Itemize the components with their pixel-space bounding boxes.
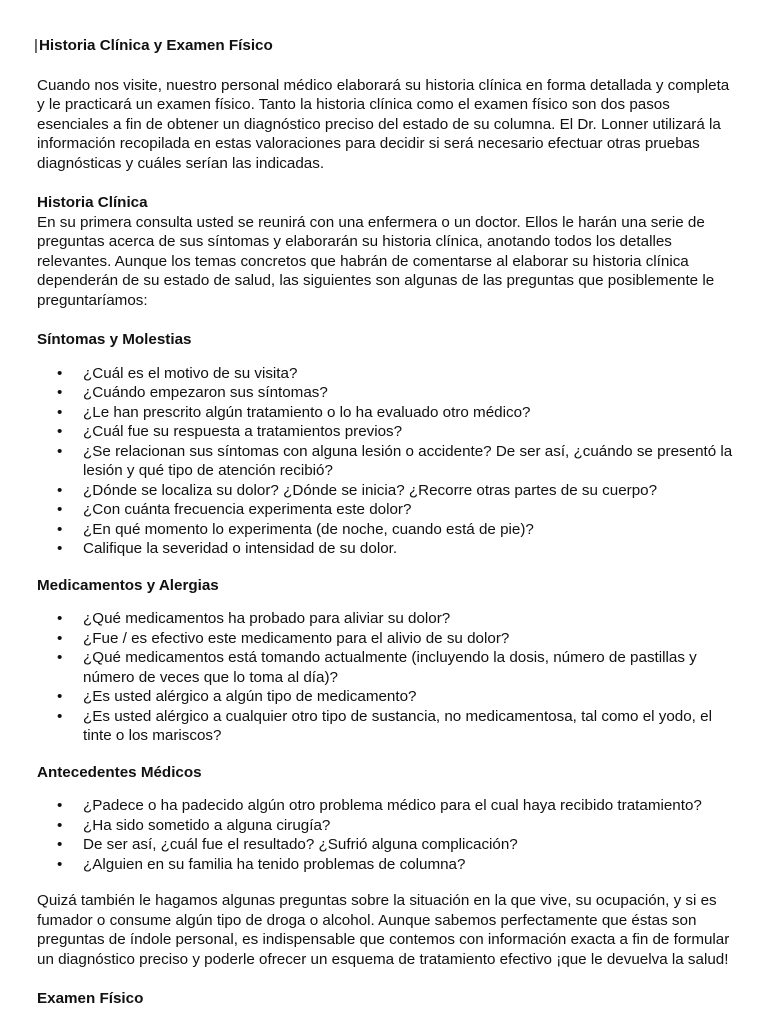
historia-section [37,193,737,310]
list-item: • Califique la severidad o intensidad de su dolor. [37,539,737,559]
list-item: • ¿Se relacionan sus síntomas con alguna lesión o accidente? De ser así, ¿cuándo se presentó la lesión y qué tipo de atención recibió? [37,442,737,481]
list-item: • ¿Qué medicamentos está tomando actualmente (incluyendo la dosis, número de pastillas y número de veces que lo toma al día)? [37,648,737,687]
page-title-text: Historia Clínica y Examen Físico [38,37,273,54]
list-item: • ¿Dónde se localiza su dolor? ¿Dónde se inicia? ¿Recorre otras partes de su cuerpo? [37,481,737,501]
closing-paragraph: Quizá también le hagamos algunas preguntas sobre la situación en la que vive, su ocupación, y si es fumador o consume algún tipo de droga o alcohol. Aunque sabemos perfectamente que éstas son preguntas de índole personal, es indispensable que contemos con información exacta a fin de formular un diagnóstico preciso y poderle ofrecer un esquema de tratamiento efectivo ¡que le devuelva la salud! [37,892,730,968]
list-item: • ¿Cuál es el motivo de su visita? [37,364,737,384]
list-item: • ¿Fue / es efectivo este medicamento para el alivio de su dolor? [37,629,737,649]
list-item: • ¿Le han prescrito algún tratamiento o lo ha evaluado otro médico? [37,403,737,423]
page-title [34,36,737,56]
sintomas-list [37,364,737,559]
antecedentes-section [37,763,737,875]
list-item: • ¿Cuándo empezaron sus síntomas? [37,383,737,403]
text-cursor: | [34,37,38,54]
list-item: • ¿Padece o ha padecido algún otro problema médico para el cual haya recibido tratamiento? [37,796,737,816]
list-item: • ¿Es usted alérgico a cualquier otro tipo de sustancia, no medicamentosa, tal como el yodo, el tinte o los mariscos? [37,707,737,746]
intro-paragraph: Cuando nos visite, nuestro personal médico elaborará su historia clínica en forma detallada y completa y le practicará un examen físico. Tanto la historia clínica como el examen físico son dos pasos esenciales a fin de obtener un diagnóstico preciso del estado de su columna. El Dr. Lonner utilizará la información recopilada en estas valoraciones para decidir si será necesario efectuar otras pruebas diagnósticas y cuáles serían las indicadas. [37,76,730,172]
list-item: • ¿Con cuánta frecuencia experimenta este dolor? [37,500,737,520]
list-item: • ¿Cuál fue su respuesta a tratamientos previos? [37,422,737,442]
list-item: • ¿En qué momento lo experimenta (de noche, cuando está de pie)? [37,520,737,540]
sintomas-section [37,330,737,559]
antecedentes-list [37,796,737,874]
list-item: • ¿Qué medicamentos ha probado para aliviar su dolor? [37,609,737,629]
medicamentos-list [37,609,737,746]
document-page [34,36,737,1009]
medicamentos-heading: Medicamentos y Alergias [37,576,219,594]
list-item: • ¿Ha sido sometido a alguna cirugía? [37,816,737,836]
antecedentes-heading: Antecedentes Médicos [37,763,202,781]
examen-heading: Examen Físico [37,990,144,1007]
list-item: • De ser así, ¿cuál fue el resultado? ¿Sufrió alguna complicación? [37,835,737,855]
list-item: • ¿Es usted alérgico a algún tipo de medicamento? [37,687,737,707]
historia-paragraph: En su primera consulta usted se reunirá con una enfermera o un doctor. Ellos le harán una serie de preguntas acerca de sus síntomas y elaborarán su historia clínica, anotando todos los detalles relevantes. Aunque los temas concretos que habrán de comentarse al elaborar su historia clínica dependerán de su estado de salud, las siguientes son algunas de las preguntas que posiblemente le preguntaríamos: [37,213,715,309]
medicamentos-section [37,576,737,746]
sintomas-heading: Síntomas y Molestias [37,331,192,348]
historia-heading: Historia Clínica [37,194,148,211]
list-item: • ¿Alguien en su familia ha tenido problemas de columna? [37,855,737,875]
